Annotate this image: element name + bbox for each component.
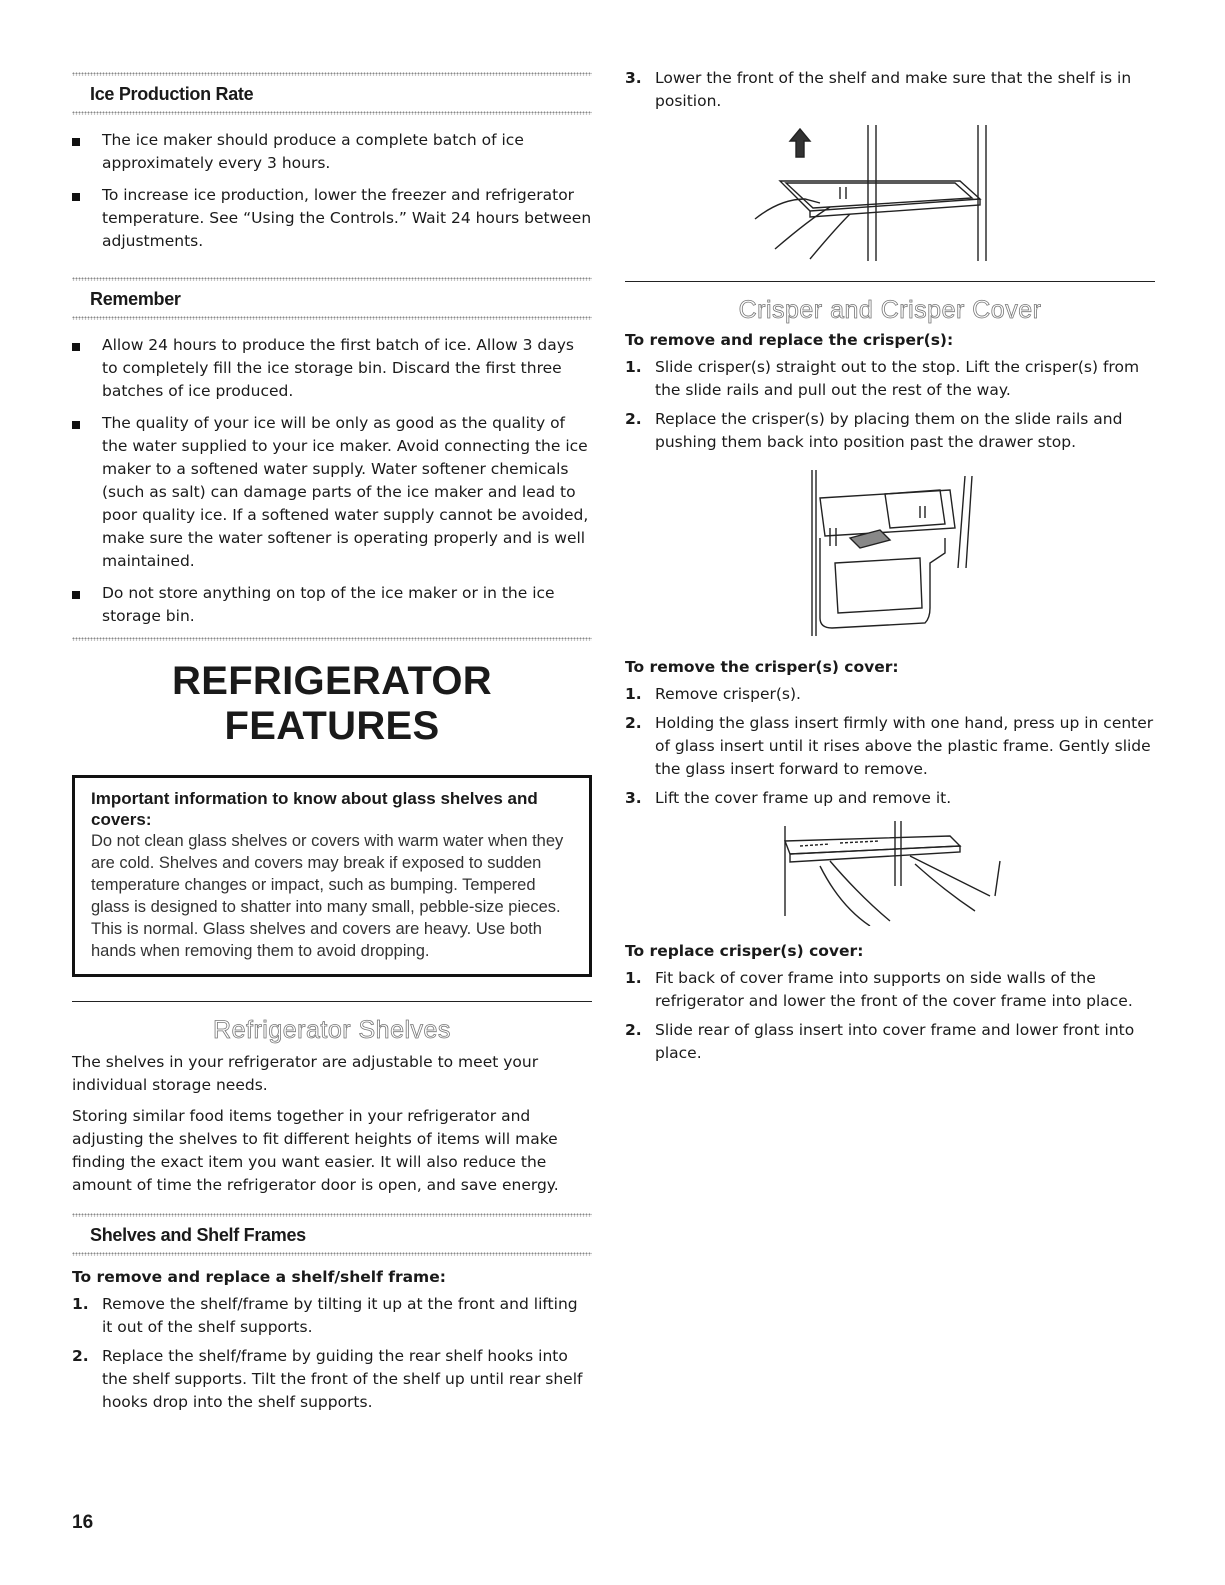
crisper-cover-subhead: To remove the crisper(s) cover: <box>625 658 899 676</box>
list-item: 2. Holding the glass insert firmly with one hand, press up in center of glass insert until it rises above the plastic frame. Gently slide the glass insert forward to remove. <box>625 714 1154 778</box>
list-item: To increase ice production, lower the freezer and refrigerator temperature. See “Using the Controls.” Wait 24 hours between adjustments. <box>72 184 592 253</box>
crisper-illustration <box>790 468 990 638</box>
shelves-paragraph: Storing similar food items together in your refrigerator and adjusting the shelves to fit different heights of items will make finding the exact item you want easier. It will also reduce the amount of time the refrigerator door is open, and save energy. <box>72 1107 559 1194</box>
ice-rate-bullets <box>72 129 592 253</box>
left-column <box>72 0 592 1420</box>
crisper-replace-steps <box>625 967 1155 1065</box>
list-item: The quality of your ice will be only as good as the quality of the water supplied to your ice maker. Avoid connecting the ice maker to a softened water supply. Water softener chemicals (such as salt) can damage parts of the ice maker and lead to poor quality ice. If a softened water supply cannot be avoided, make sure the water softener is operating properly and is well maintained. <box>72 412 592 573</box>
dotted-rule <box>72 111 592 115</box>
warning-body: Do not clean glass shelves or covers with warm water when they are cold. Shelves and covers may break if exposed to sudden temperature changes or impact, such as bumping. Tempered glass is designed to shatter into many small, pebble-size pieces. This is normal. Glass shelves and covers are heavy. Use both hands when removing them to avoid dropping. <box>91 832 564 960</box>
dotted-rule <box>72 316 592 320</box>
list-item: 1. Remove the shelf/frame by tilting it up at the front and lifting it out of the shelf supports. <box>72 1295 578 1336</box>
list-item: 3. Lift the cover frame up and remove it. <box>625 789 952 807</box>
list-item: Allow 24 hours to produce the first batch of ice. Allow 3 days to completely fill the ice storage bin. Discard the first three batches of ice produced. <box>72 334 592 403</box>
page-title: REFRIGERATOR FEATURES <box>172 659 492 748</box>
crisper-title: Crisper and Crisper Cover <box>738 296 1042 324</box>
shelves-title: Refrigerator Shelves <box>213 1016 451 1044</box>
warning-box <box>72 775 592 977</box>
list-item: 2. Replace the shelf/frame by guiding the rear shelf hooks into the shelf supports. Tilt the front of the shelf up until rear shelf hooks drop into the shelf supports. <box>72 1347 583 1411</box>
warning-title: Important information to know about glass shelves and covers: <box>91 789 538 829</box>
shelves-paragraph: The shelves in your refrigerator are adjustable to meet your individual storage needs. <box>72 1053 539 1094</box>
bullet-icon <box>72 591 80 599</box>
frames-subhead: To remove and replace a shelf/shelf frame: <box>72 1268 446 1286</box>
remember-bullets <box>72 334 592 628</box>
crisper-remove-steps <box>625 356 1155 454</box>
bullet-icon <box>72 343 80 351</box>
crisper-cover-steps <box>625 683 1155 810</box>
right-column <box>625 0 1155 1071</box>
list-item: 2. Slide rear of glass insert into cover frame and lower front into place. <box>625 1021 1135 1062</box>
dotted-rule <box>72 1252 592 1256</box>
shelf-step-3 <box>625 67 1155 113</box>
frames-heading: Shelves and Shelf Frames <box>90 1225 306 1245</box>
list-item: 1. Slide crisper(s) straight out to the stop. Lift the crisper(s) from the slide rails and pull out the rest of the way. <box>625 358 1140 399</box>
list-item: 2. Replace the crisper(s) by placing them on the slide rails and pushing them back into position past the drawer stop. <box>625 410 1123 451</box>
ice-rate-heading: Ice Production Rate <box>90 84 254 104</box>
bullet-icon <box>72 138 80 146</box>
crisper-replace-subhead: To replace crisper(s) cover: <box>625 942 864 960</box>
bullet-icon <box>72 421 80 429</box>
bullet-icon <box>72 193 80 201</box>
remember-heading: Remember <box>90 289 181 309</box>
shelf-illustration <box>750 119 1030 269</box>
page-number: 16 <box>72 1512 94 1533</box>
crisper-remove-subhead: To remove and replace the crisper(s): <box>625 331 954 349</box>
frames-steps <box>72 1293 592 1414</box>
list-item: Do not store anything on top of the ice maker or in the ice storage bin. <box>72 582 592 628</box>
crisper-cover-illustration <box>770 816 1010 926</box>
list-item: 1. Remove crisper(s). <box>625 685 801 703</box>
list-item: The ice maker should produce a complete batch of ice approximately every 3 hours. <box>72 129 592 175</box>
list-item: 1. Fit back of cover frame into supports on side walls of the refrigerator and lower the front of the cover frame into place. <box>625 969 1133 1010</box>
list-item: 3. Lower the front of the shelf and make sure that the shelf is in position. <box>625 69 1132 110</box>
